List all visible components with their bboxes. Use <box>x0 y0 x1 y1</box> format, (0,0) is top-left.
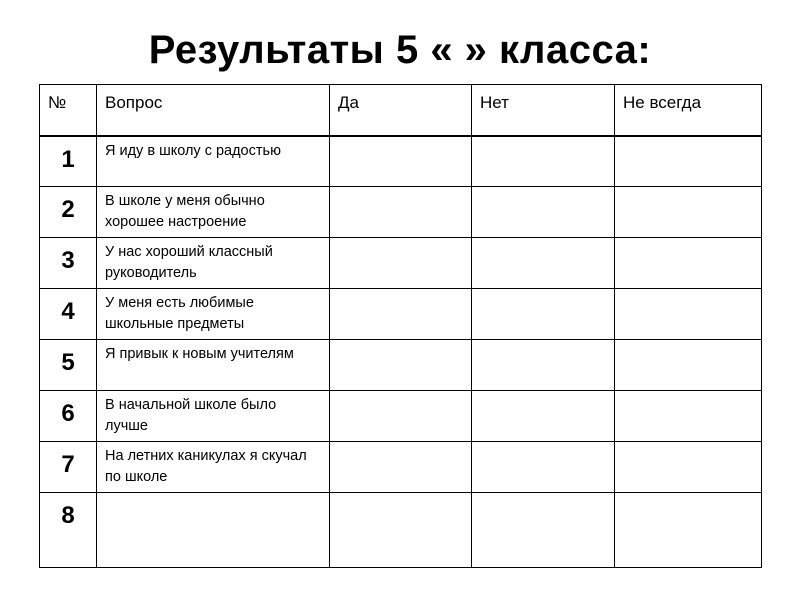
yes-cell <box>330 442 472 493</box>
header-not-always: Не всегда <box>615 85 762 136</box>
yes-cell <box>330 238 472 289</box>
yes-cell <box>330 493 472 568</box>
table-row <box>40 136 762 187</box>
question-cell: В школе у меня обычно хорошее настроение <box>97 187 330 238</box>
not-always-cell <box>615 136 762 187</box>
no-cell <box>472 136 615 187</box>
yes-cell <box>330 340 472 391</box>
no-cell <box>472 238 615 289</box>
row-number: 6 <box>40 391 97 442</box>
row-number: 4 <box>40 289 97 340</box>
row-number: 5 <box>40 340 97 391</box>
not-always-cell <box>615 391 762 442</box>
header-yes: Да <box>330 85 472 136</box>
no-cell <box>472 391 615 442</box>
yes-cell <box>330 136 472 187</box>
table-row <box>40 340 762 391</box>
question-cell: У меня есть любимые школьные предметы <box>97 289 330 340</box>
table-row <box>40 493 762 568</box>
table-row <box>40 238 762 289</box>
no-cell <box>472 187 615 238</box>
row-number: 8 <box>40 493 97 568</box>
row-number: 3 <box>40 238 97 289</box>
header-no: Нет <box>472 85 615 136</box>
not-always-cell <box>615 238 762 289</box>
no-cell <box>472 493 615 568</box>
not-always-cell <box>615 289 762 340</box>
row-number: 7 <box>40 442 97 493</box>
header-number: № <box>40 85 97 136</box>
not-always-cell <box>615 493 762 568</box>
survey-table <box>39 84 762 568</box>
yes-cell <box>330 187 472 238</box>
row-number: 2 <box>40 187 97 238</box>
table-row <box>40 289 762 340</box>
table-row <box>40 442 762 493</box>
question-cell: Я иду в школу с радостью <box>97 136 330 187</box>
not-always-cell <box>615 340 762 391</box>
not-always-cell <box>615 187 762 238</box>
not-always-cell <box>615 442 762 493</box>
table-header-row <box>40 85 762 136</box>
table-row <box>40 391 762 442</box>
question-cell: У нас хороший классный руководитель <box>97 238 330 289</box>
row-number: 1 <box>40 136 97 187</box>
question-cell <box>97 493 330 568</box>
table-row <box>40 187 762 238</box>
no-cell <box>472 442 615 493</box>
yes-cell <box>330 391 472 442</box>
no-cell <box>472 289 615 340</box>
question-cell: В начальной школе было лучше <box>97 391 330 442</box>
question-cell: Я привык к новым учителям <box>97 340 330 391</box>
page-title: Результаты 5 « » класса: <box>148 28 652 72</box>
header-question: Вопрос <box>97 85 330 136</box>
yes-cell <box>330 289 472 340</box>
no-cell <box>472 340 615 391</box>
question-cell: На летних каникулах я скучал по школе <box>97 442 330 493</box>
